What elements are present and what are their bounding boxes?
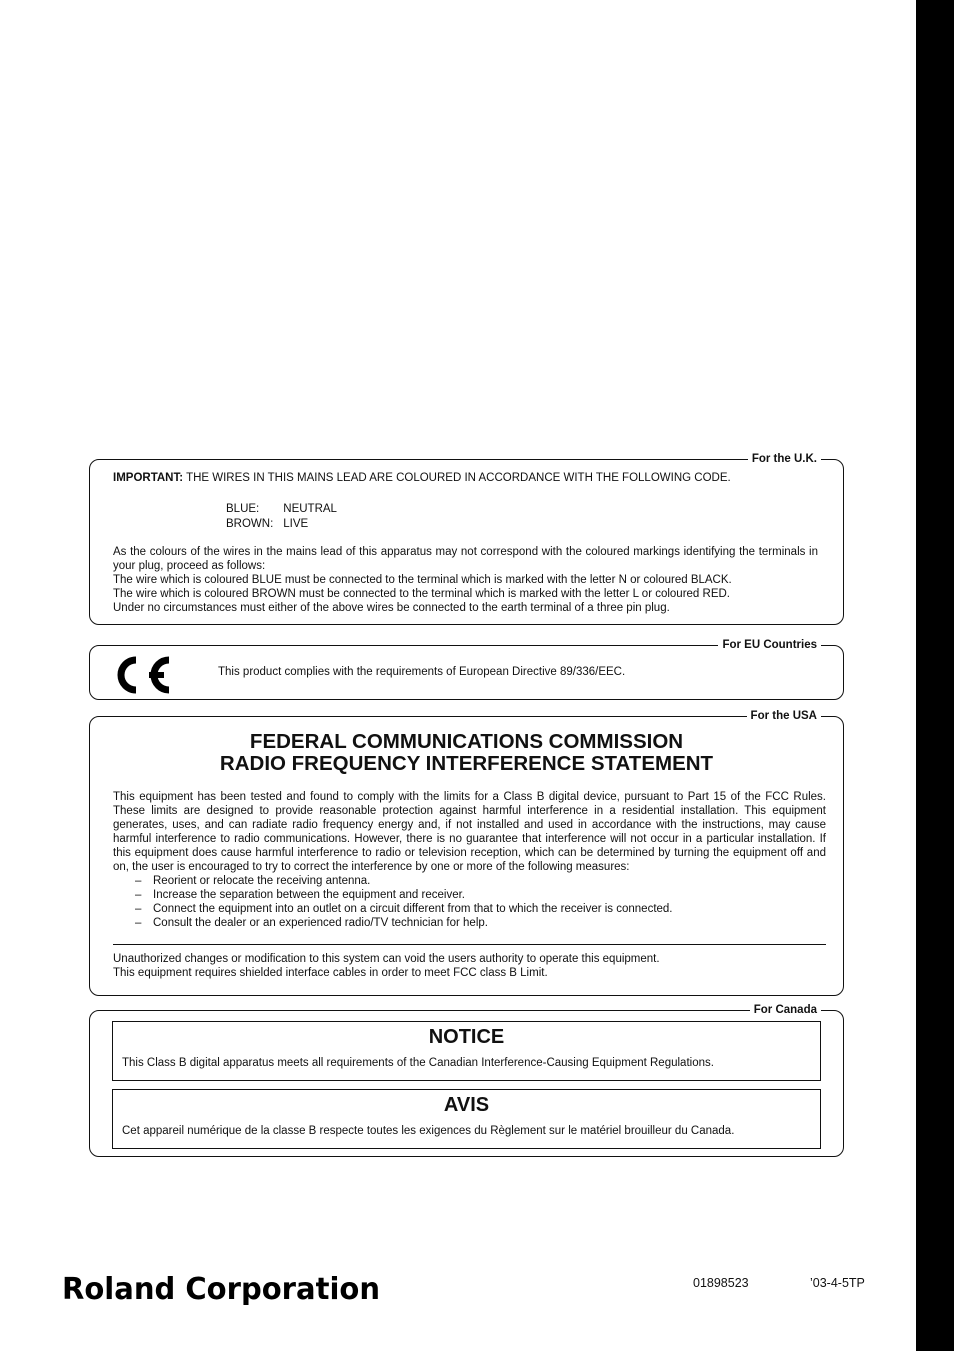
list-item — [135, 874, 826, 888]
fcc-paragraph: This equipment has been tested and found to comply with the limits for a Class B digital device, pursuant to Part 15 of the FCC Rules. These limits are designed to provide reasonable protection against harmful interference in a residential installation. This equipment generates, uses, and can radiate radio frequency energy and, if not installed and used in accordance with the instructions, may cause harmful interference to radio communications. However, there is no guarantee that interference will not occur in a particular installation. If this equipment does cause harmful interference to radio or television reception, which can be determined by turning the equipment off and on, the user is encouraged to try to correct the interference by one or more of the following measures: — [113, 791, 826, 873]
eu-compliance-notice — [89, 639, 844, 700]
avis-panel — [112, 1089, 821, 1149]
list-dash: – — [135, 903, 142, 915]
print-date-code: ’03-4-5TP — [810, 1276, 865, 1290]
uk-brown-line: The wire which is coloured BROWN must be connected to the terminal which is marked with the letter L or coloured RED. — [113, 588, 730, 600]
part-number: 01898523 — [693, 1276, 749, 1290]
page-edge-bar — [916, 0, 954, 1351]
uk-important-label: IMPORTANT: — [113, 472, 184, 484]
list-item — [135, 902, 826, 916]
fcc-footer — [113, 952, 826, 980]
uk-important-line — [113, 471, 731, 485]
brand-name: Roland Corporation — [62, 1272, 380, 1305]
measure-text: Increase the separation between the equipment and receiver. — [153, 889, 465, 901]
fcc-title-line: RADIO FREQUENCY INTERFERENCE STATEMENT — [219, 752, 714, 775]
list-dash: – — [135, 889, 142, 901]
usa-tag: For the USA — [747, 708, 821, 724]
canada-notice — [89, 1004, 844, 1157]
usa-fcc-statement — [89, 710, 844, 996]
list-dash: – — [135, 875, 142, 887]
list-dash: – — [135, 917, 142, 929]
eu-compliance-text: This product complies with the requirements of European Directive 89/336/EEC. — [218, 666, 626, 678]
avis-text: Cet appareil numérique de la classe B respecte toutes les exigences du Règlement sur le matériel brouilleur du Canada. — [122, 1125, 735, 1137]
eu-tag: For EU Countries — [718, 637, 821, 653]
table-row — [226, 517, 347, 532]
wire-colour: BROWN: — [226, 518, 274, 530]
fcc-title — [90, 731, 843, 775]
list-item — [135, 888, 826, 902]
fcc-body — [113, 790, 826, 930]
notice-text: This Class B digital apparatus meets all requirements of the Canadian Interference-Causing Equipment Regulations. — [122, 1057, 714, 1069]
uk-important-text: THE WIRES IN THIS MAINS LEAD ARE COLOURED IN ACCORDANCE WITH THE FOLLOWING CODE. — [186, 472, 731, 484]
fcc-title-line: FEDERAL COMMUNICATIONS COMMISSION — [249, 730, 684, 753]
notice-title: NOTICE — [428, 1026, 505, 1048]
uk-wiring-notice — [89, 453, 844, 625]
ce-mark-icon — [109, 653, 175, 697]
list-item — [135, 916, 826, 930]
uk-paragraph: As the colours of the wires in the mains lead of this apparatus may not correspond with the coloured markings identifying the terminals in your plug, proceed as follows: — [113, 546, 818, 572]
roland-logo — [62, 1269, 382, 1305]
uk-instructions — [113, 545, 818, 615]
measure-text: Reorient or relocate the receiving antenna. — [153, 875, 371, 887]
measure-text: Connect the equipment into an outlet on a circuit different from that to which the receiver is connected. — [153, 903, 673, 915]
fcc-footer-line: This equipment requires shielded interface cables in order to meet FCC class B Limit. — [113, 967, 548, 979]
uk-earth-line: Under no circumstances must either of the above wires be connected to the earth terminal of a three pin plug. — [113, 602, 670, 614]
uk-wire-code-table — [226, 502, 347, 532]
canada-tag: For Canada — [750, 1002, 821, 1018]
uk-blue-line: The wire which is coloured BLUE must be connected to the terminal which is marked with the letter N or coloured BLACK. — [113, 574, 732, 586]
notice-panel — [112, 1021, 821, 1081]
wire-meaning: NEUTRAL — [283, 503, 337, 515]
fcc-divider — [113, 944, 826, 945]
fcc-footer-line: Unauthorized changes or modification to this system can void the users authority to operate this equipment. — [113, 953, 660, 965]
measure-text: Consult the dealer or an experienced radio/TV technician for help. — [153, 917, 488, 929]
avis-title: AVIS — [443, 1094, 490, 1116]
wire-meaning: LIVE — [283, 518, 309, 530]
table-row — [226, 502, 347, 517]
fcc-measures-list — [113, 874, 826, 930]
uk-tag: For the U.K. — [748, 451, 821, 467]
wire-colour: BLUE: — [226, 503, 260, 515]
